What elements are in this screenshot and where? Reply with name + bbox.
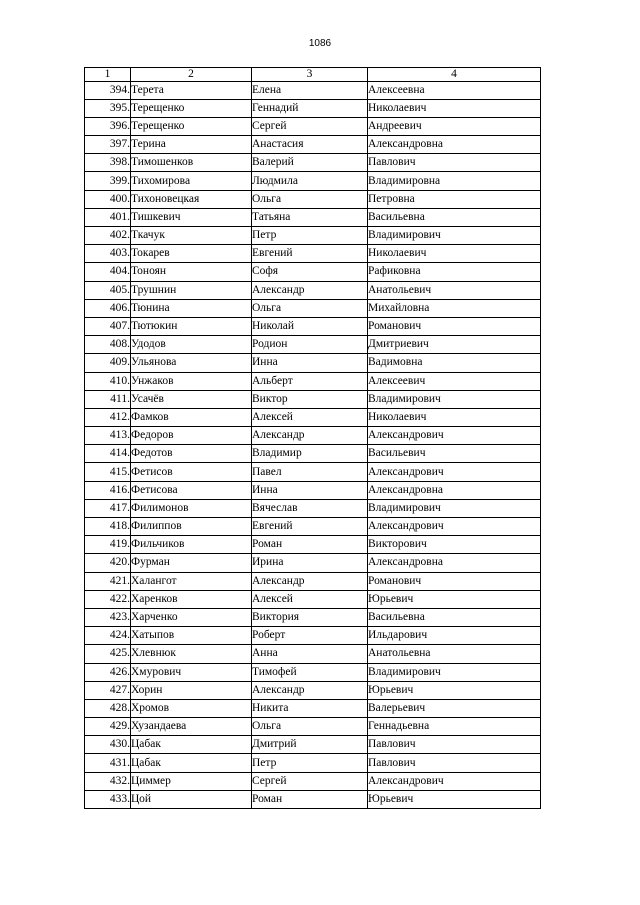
row-number-cell: 415. bbox=[85, 463, 131, 481]
surname-cell: Хлевнюк bbox=[131, 645, 252, 663]
patronymic-cell: Романович bbox=[368, 572, 541, 590]
table-row bbox=[85, 772, 541, 790]
first-name-cell: Елена bbox=[252, 81, 368, 99]
first-name-cell: Виктор bbox=[252, 390, 368, 408]
surname-cell: Цабак bbox=[131, 754, 252, 772]
table-row bbox=[85, 590, 541, 608]
row-number-cell: 395. bbox=[85, 99, 131, 117]
surname-cell: Циммер bbox=[131, 772, 252, 790]
table-row bbox=[85, 427, 541, 445]
surname-cell: Фетисова bbox=[131, 481, 252, 499]
table-row bbox=[85, 663, 541, 681]
first-name-cell: Евгений bbox=[252, 245, 368, 263]
row-number-cell: 414. bbox=[85, 445, 131, 463]
row-number-cell: 430. bbox=[85, 736, 131, 754]
row-number-cell: 399. bbox=[85, 172, 131, 190]
row-number-cell: 396. bbox=[85, 117, 131, 135]
table-row bbox=[85, 317, 541, 335]
patronymic-cell: Владимирович bbox=[368, 390, 541, 408]
patronymic-cell: Владимирович bbox=[368, 663, 541, 681]
patronymic-cell: Петровна bbox=[368, 190, 541, 208]
row-number-cell: 404. bbox=[85, 263, 131, 281]
row-number-cell: 401. bbox=[85, 208, 131, 226]
patronymic-cell: Александровна bbox=[368, 481, 541, 499]
surname-cell: Тюнина bbox=[131, 299, 252, 317]
first-name-cell: Ирина bbox=[252, 554, 368, 572]
surname-cell: Фетисов bbox=[131, 463, 252, 481]
patronymic-cell: Васильевна bbox=[368, 208, 541, 226]
first-name-cell: Роман bbox=[252, 790, 368, 808]
first-name-cell: Ольга bbox=[252, 190, 368, 208]
patronymic-cell: Алексеевна bbox=[368, 81, 541, 99]
table-row bbox=[85, 754, 541, 772]
first-name-cell: Роберт bbox=[252, 627, 368, 645]
first-name-cell: Алексей bbox=[252, 590, 368, 608]
row-number-cell: 398. bbox=[85, 154, 131, 172]
table-row bbox=[85, 117, 541, 135]
first-name-cell: Татьяна bbox=[252, 208, 368, 226]
table-row bbox=[85, 336, 541, 354]
patronymic-cell: Романович bbox=[368, 317, 541, 335]
first-name-cell: Альберт bbox=[252, 372, 368, 390]
first-name-cell: Софя bbox=[252, 263, 368, 281]
surname-cell: Филиппов bbox=[131, 518, 252, 536]
row-number-cell: 433. bbox=[85, 790, 131, 808]
first-name-cell: Никита bbox=[252, 699, 368, 717]
row-number-cell: 411. bbox=[85, 390, 131, 408]
table-row bbox=[85, 554, 541, 572]
surname-cell: Унжаков bbox=[131, 372, 252, 390]
patronymic-cell: Анатольевич bbox=[368, 281, 541, 299]
row-number-cell: 427. bbox=[85, 681, 131, 699]
patronymic-cell: Александрович bbox=[368, 772, 541, 790]
patronymic-cell: Викторович bbox=[368, 536, 541, 554]
surname-cell: Хузандаева bbox=[131, 718, 252, 736]
first-name-cell: Павел bbox=[252, 463, 368, 481]
table-row bbox=[85, 536, 541, 554]
table-row bbox=[85, 445, 541, 463]
patronymic-cell: Ильдарович bbox=[368, 627, 541, 645]
first-name-cell: Анна bbox=[252, 645, 368, 663]
patronymic-cell: Александрович bbox=[368, 518, 541, 536]
table-row bbox=[85, 408, 541, 426]
table-row bbox=[85, 99, 541, 117]
surname-cell: Токарев bbox=[131, 245, 252, 263]
table-row bbox=[85, 354, 541, 372]
row-number-cell: 431. bbox=[85, 754, 131, 772]
surname-cell: Федотов bbox=[131, 445, 252, 463]
surname-cell: Терина bbox=[131, 136, 252, 154]
table-row bbox=[85, 172, 541, 190]
first-name-cell: Тимофей bbox=[252, 663, 368, 681]
row-number-cell: 422. bbox=[85, 590, 131, 608]
surname-cell: Цабак bbox=[131, 736, 252, 754]
first-name-cell: Вячеслав bbox=[252, 499, 368, 517]
first-name-cell: Роман bbox=[252, 536, 368, 554]
table-row bbox=[85, 481, 541, 499]
first-name-cell: Сергей bbox=[252, 772, 368, 790]
first-name-cell: Николай bbox=[252, 317, 368, 335]
patronymic-cell: Владимирович bbox=[368, 499, 541, 517]
patronymic-cell: Васильевна bbox=[368, 608, 541, 626]
row-number-cell: 421. bbox=[85, 572, 131, 590]
surname-cell: Терета bbox=[131, 81, 252, 99]
first-name-cell: Ольга bbox=[252, 299, 368, 317]
patronymic-cell: Геннадьевна bbox=[368, 718, 541, 736]
surname-cell: Хатыпов bbox=[131, 627, 252, 645]
row-number-cell: 407. bbox=[85, 317, 131, 335]
row-number-cell: 429. bbox=[85, 718, 131, 736]
row-number-cell: 402. bbox=[85, 227, 131, 245]
first-name-cell: Родион bbox=[252, 336, 368, 354]
surname-cell: Хмурович bbox=[131, 663, 252, 681]
row-number-cell: 417. bbox=[85, 499, 131, 517]
table-row bbox=[85, 718, 541, 736]
page-number: 1086 bbox=[308, 38, 332, 49]
first-name-cell: Валерий bbox=[252, 154, 368, 172]
table-row bbox=[85, 263, 541, 281]
row-number-cell: 400. bbox=[85, 190, 131, 208]
table-row bbox=[85, 572, 541, 590]
surname-cell: Терещенко bbox=[131, 99, 252, 117]
table-row bbox=[85, 499, 541, 517]
surname-cell: Ткачук bbox=[131, 227, 252, 245]
column-header-patronymic: 4 bbox=[368, 68, 541, 82]
row-number-cell: 397. bbox=[85, 136, 131, 154]
first-name-cell: Людмила bbox=[252, 172, 368, 190]
row-number-cell: 432. bbox=[85, 772, 131, 790]
first-name-cell: Петр bbox=[252, 227, 368, 245]
surname-cell: Ульянова bbox=[131, 354, 252, 372]
surname-cell: Тютюкин bbox=[131, 317, 252, 335]
patronymic-cell: Алексеевич bbox=[368, 372, 541, 390]
first-name-cell: Владимир bbox=[252, 445, 368, 463]
first-name-cell: Александр bbox=[252, 572, 368, 590]
row-number-cell: 426. bbox=[85, 663, 131, 681]
surname-cell: Хорин bbox=[131, 681, 252, 699]
row-number-cell: 420. bbox=[85, 554, 131, 572]
patronymic-cell: Николаевич bbox=[368, 408, 541, 426]
patronymic-cell: Павлович bbox=[368, 154, 541, 172]
table-body bbox=[85, 81, 541, 809]
first-name-cell: Инна bbox=[252, 354, 368, 372]
first-name-cell: Виктория bbox=[252, 608, 368, 626]
table-row bbox=[85, 627, 541, 645]
row-number-cell: 419. bbox=[85, 536, 131, 554]
column-header-number: 1 bbox=[85, 68, 131, 82]
surname-cell: Халангот bbox=[131, 572, 252, 590]
surname-cell: Федоров bbox=[131, 427, 252, 445]
row-number-cell: 408. bbox=[85, 336, 131, 354]
first-name-cell: Евгений bbox=[252, 518, 368, 536]
patronymic-cell: Николаевич bbox=[368, 99, 541, 117]
row-number-cell: 424. bbox=[85, 627, 131, 645]
row-number-cell: 418. bbox=[85, 518, 131, 536]
patronymic-cell: Андреевич bbox=[368, 117, 541, 135]
first-name-cell: Дмитрий bbox=[252, 736, 368, 754]
row-number-cell: 410. bbox=[85, 372, 131, 390]
surname-cell: Филимонов bbox=[131, 499, 252, 517]
patronymic-cell: Рафиковна bbox=[368, 263, 541, 281]
table-row bbox=[85, 281, 541, 299]
surname-cell: Фильчиков bbox=[131, 536, 252, 554]
row-number-cell: 425. bbox=[85, 645, 131, 663]
patronymic-cell: Вадимовна bbox=[368, 354, 541, 372]
table-row bbox=[85, 372, 541, 390]
surname-cell: Трушнин bbox=[131, 281, 252, 299]
first-name-cell: Александр bbox=[252, 681, 368, 699]
patronymic-cell: Дмитриевич bbox=[368, 336, 541, 354]
patronymic-cell: Валерьевич bbox=[368, 699, 541, 717]
patronymic-cell: Владимировна bbox=[368, 172, 541, 190]
patronymic-cell: Юрьевич bbox=[368, 681, 541, 699]
surname-cell: Фамков bbox=[131, 408, 252, 426]
row-number-cell: 403. bbox=[85, 245, 131, 263]
surname-cell: Тихомирова bbox=[131, 172, 252, 190]
table-row bbox=[85, 81, 541, 99]
table-row bbox=[85, 227, 541, 245]
patronymic-cell: Александрович bbox=[368, 463, 541, 481]
patronymic-cell: Александровна bbox=[368, 554, 541, 572]
table-row bbox=[85, 518, 541, 536]
patronymic-cell: Павлович bbox=[368, 736, 541, 754]
patronymic-cell: Александрович bbox=[368, 427, 541, 445]
surname-cell: Терещенко bbox=[131, 117, 252, 135]
first-name-cell: Сергей bbox=[252, 117, 368, 135]
patronymic-cell: Павлович bbox=[368, 754, 541, 772]
surname-cell: Усачёв bbox=[131, 390, 252, 408]
first-name-cell: Геннадий bbox=[252, 99, 368, 117]
row-number-cell: 423. bbox=[85, 608, 131, 626]
table-row bbox=[85, 463, 541, 481]
table-row bbox=[85, 190, 541, 208]
patronymic-cell: Юрьевич bbox=[368, 790, 541, 808]
table-row bbox=[85, 608, 541, 626]
surname-cell: Цой bbox=[131, 790, 252, 808]
first-name-cell: Ольга bbox=[252, 718, 368, 736]
surname-cell: Тимошенков bbox=[131, 154, 252, 172]
patronymic-cell: Васильевич bbox=[368, 445, 541, 463]
row-number-cell: 406. bbox=[85, 299, 131, 317]
patronymic-cell: Владимирович bbox=[368, 227, 541, 245]
column-header-surname: 2 bbox=[131, 68, 252, 82]
row-number-cell: 416. bbox=[85, 481, 131, 499]
header-row bbox=[85, 68, 541, 82]
table-row bbox=[85, 645, 541, 663]
surname-cell: Фурман bbox=[131, 554, 252, 572]
table-row bbox=[85, 681, 541, 699]
first-name-cell: Александр bbox=[252, 281, 368, 299]
surname-cell: Тоноян bbox=[131, 263, 252, 281]
patronymic-cell: Анатольевна bbox=[368, 645, 541, 663]
patronymic-cell: Юрьевич bbox=[368, 590, 541, 608]
first-name-cell: Александр bbox=[252, 427, 368, 445]
row-number-cell: 428. bbox=[85, 699, 131, 717]
names-table bbox=[84, 67, 541, 809]
table-row bbox=[85, 208, 541, 226]
table-row bbox=[85, 736, 541, 754]
surname-cell: Тихоновецкая bbox=[131, 190, 252, 208]
patronymic-cell: Михайловна bbox=[368, 299, 541, 317]
patronymic-cell: Александровна bbox=[368, 136, 541, 154]
table-row bbox=[85, 299, 541, 317]
column-header-name: 3 bbox=[252, 68, 368, 82]
table-row bbox=[85, 154, 541, 172]
first-name-cell: Алексей bbox=[252, 408, 368, 426]
first-name-cell: Петр bbox=[252, 754, 368, 772]
row-number-cell: 413. bbox=[85, 427, 131, 445]
table-row bbox=[85, 699, 541, 717]
row-number-cell: 394. bbox=[85, 81, 131, 99]
table-row bbox=[85, 136, 541, 154]
table-row bbox=[85, 790, 541, 808]
surname-cell: Тишкевич bbox=[131, 208, 252, 226]
surname-cell: Харченко bbox=[131, 608, 252, 626]
surname-cell: Удодов bbox=[131, 336, 252, 354]
surname-cell: Харенков bbox=[131, 590, 252, 608]
first-name-cell: Анастасия bbox=[252, 136, 368, 154]
first-name-cell: Инна bbox=[252, 481, 368, 499]
row-number-cell: 412. bbox=[85, 408, 131, 426]
row-number-cell: 405. bbox=[85, 281, 131, 299]
row-number-cell: 409. bbox=[85, 354, 131, 372]
patronymic-cell: Николаевич bbox=[368, 245, 541, 263]
surname-cell: Хромов bbox=[131, 699, 252, 717]
table-row bbox=[85, 390, 541, 408]
table-row bbox=[85, 245, 541, 263]
